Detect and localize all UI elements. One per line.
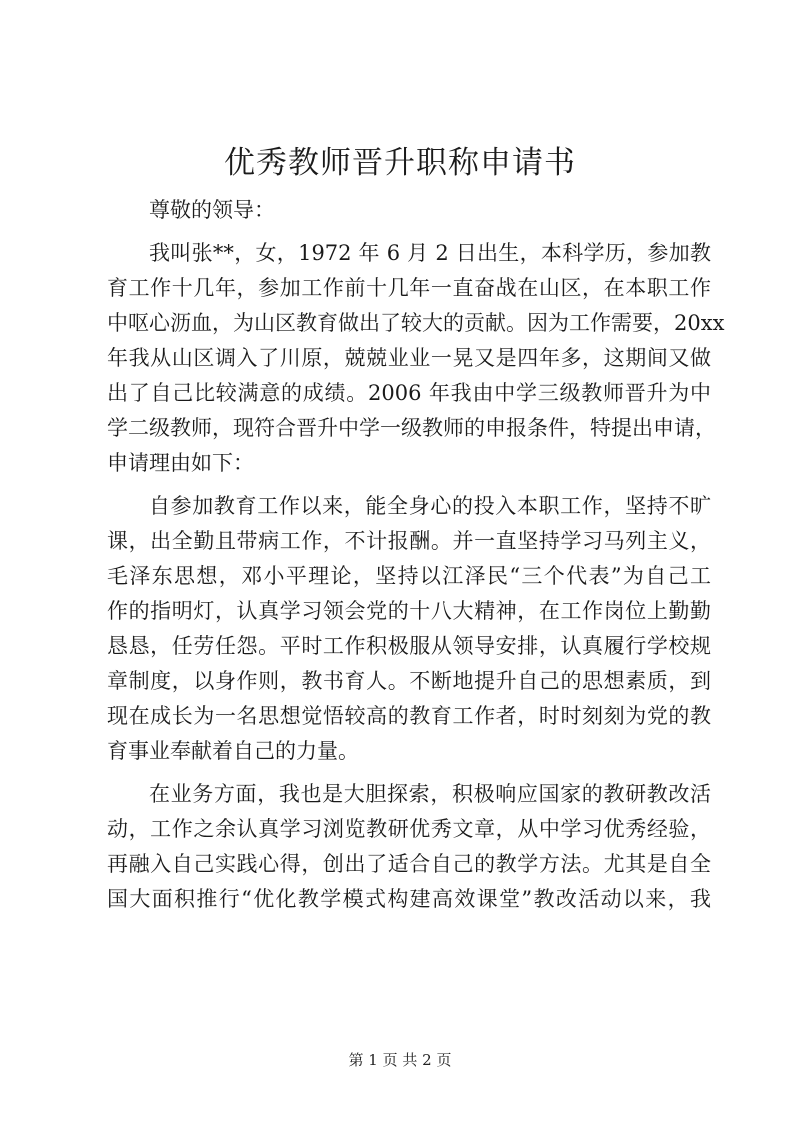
paragraph-line: 自参加教育工作以来，能全身心的投入本职工作，坚持不旷 <box>149 494 711 518</box>
paragraph-line: 育工作十几年，参加工作前十几年一直奋战在山区，在本职工作 <box>107 276 711 300</box>
paragraph-line: 恳恳，任劳任怨。平时工作积极服从领导安排，认真履行学校规 <box>107 634 711 658</box>
paragraph-line: 中呕心沥血，为山区教育做出了较大的贡献。因为工作需要，20xx <box>107 311 725 335</box>
paragraph-line: 学二级教师，现符合晋升中学一级教师的申报条件，特提出申请， <box>107 416 716 440</box>
paragraph-line: 课，出全勤且带病工作，不计报酬。并一直坚持学习马列主义， <box>107 529 711 553</box>
paragraph-line: 国大面积推行“优化教学模式构建高效课堂”教改活动以来，我 <box>107 887 711 911</box>
document-body <box>107 193 725 917</box>
paragraph-line: 现在成长为一名思想觉悟较高的教育工作者，时时刻刻为党的教 <box>107 704 711 728</box>
paragraph-line: 申请理由如下： <box>107 451 254 475</box>
paragraph-3 <box>107 777 711 917</box>
paragraph-line: 出了自己比较满意的成绩。2006 年我由中学三级教师晋升为中 <box>107 381 711 405</box>
document-title: 优秀教师晋升职称申请书 <box>224 145 576 181</box>
paragraph-line: 作的指明灯，认真学习领会党的十八大精神，在工作岗位上勤勤 <box>107 599 711 623</box>
paragraph-2 <box>107 489 711 769</box>
paragraph-line: 章制度，以身作则，教书育人。不断地提升自己的思想素质，到 <box>107 669 711 693</box>
paragraph-line: 年我从山区调入了川原，兢兢业业一晃又是四年多，这期间又做 <box>107 346 711 370</box>
paragraph-line: 毛泽东思想，邓小平理论，坚持以江泽民“三个代表”为自己工 <box>107 564 711 588</box>
page-number: 第 1 页 共 2 页 <box>348 1051 452 1069</box>
paragraph-1 <box>107 236 725 481</box>
paragraph-line: 再融入自己实践心得，创出了适合自己的教学方法。尤其是自全 <box>107 852 711 876</box>
salutation: 尊敬的领导： <box>149 198 275 222</box>
paragraph-line: 育事业奉献着自己的力量。 <box>107 739 359 763</box>
paragraph-line: 我叫张**，女，1972 年 6 月 2 日出生，本科学历，参加教 <box>149 241 711 265</box>
paragraph-line: 在业务方面，我也是大胆探索，积极响应国家的教研教改活 <box>149 782 711 806</box>
paragraph-line: 动，工作之余认真学习浏览教研优秀文章，从中学习优秀经验， <box>107 817 711 841</box>
